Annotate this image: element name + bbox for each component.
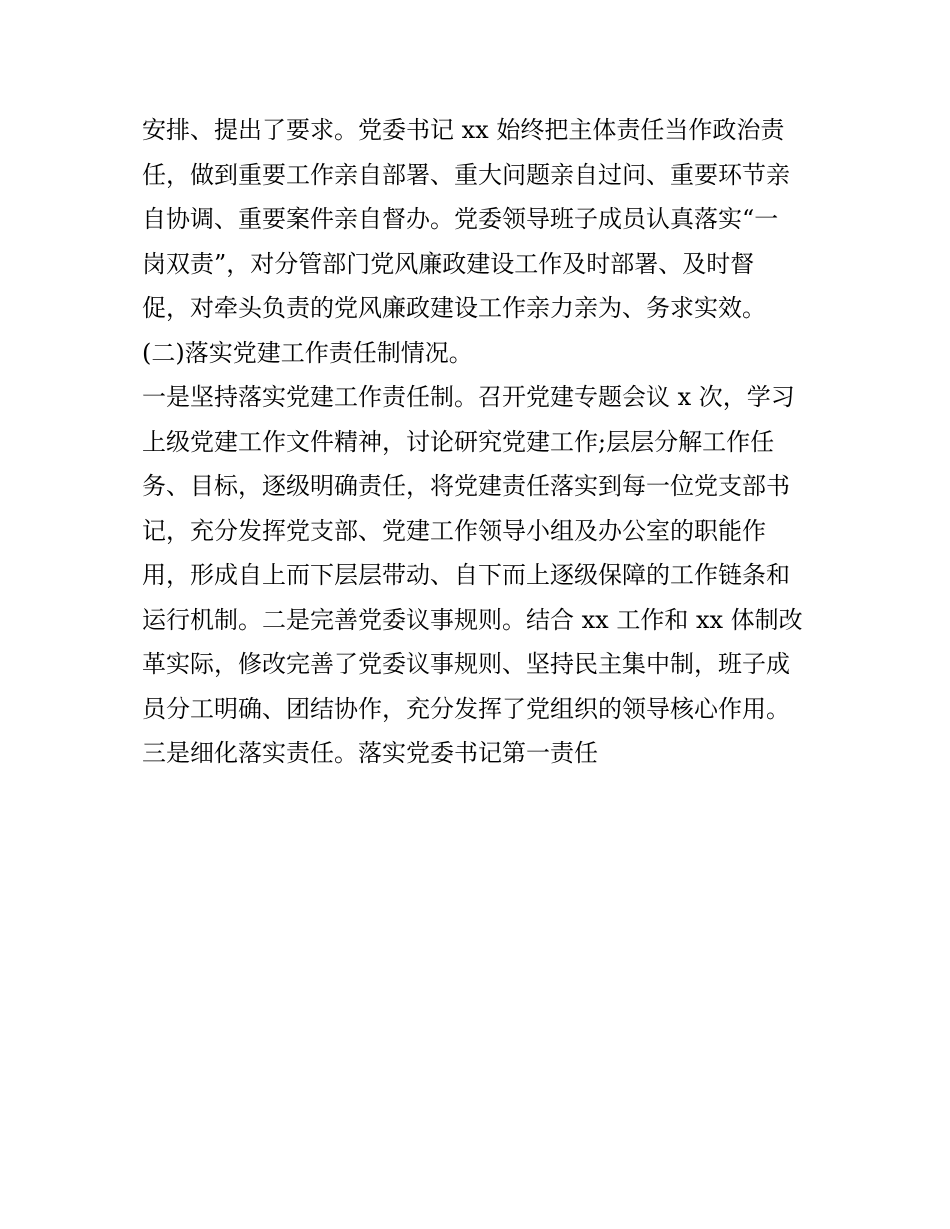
section-heading: (二)落实党建工作责任制情况。: [142, 338, 473, 367]
text-line: 一是坚持落实党建工作责任制。召开党建专题会议 x 次，学习: [142, 383, 795, 411]
text-line: 务、目标，逐级明确责任，将党建责任落实到每一位党支部书: [142, 472, 790, 500]
text-line: 三是细化落实责任。落实党委书记第一责任: [142, 739, 598, 767]
text-line: 运行机制。二是完善党委议事规则。结合 xx 工作和 xx 体制改: [142, 605, 803, 634]
text-line: 员分工明确、团结协作，充分发挥了党组织的领导核心作用。: [142, 694, 790, 723]
text-line: 用，形成自上而下层层带动、自下而上逐级保障的工作链条和: [142, 561, 790, 589]
text-line: 记，充分发挥党支部、党建工作领导小组及办公室的职能作: [142, 516, 766, 545]
text-line: 革实际，修改完善了党委议事规则、坚持民主集中制，班子成: [142, 650, 790, 678]
text-line: 岗双责”，对分管部门党风廉政建设工作及时部署、及时督: [142, 249, 755, 278]
text-line: 安排、提出了要求。党委书记 xx 始终把主体责任当作政治责: [142, 116, 785, 144]
text-line: 任，做到重要工作亲自部署、重大问题亲自过问、重要环节亲: [142, 160, 790, 189]
body-text: [142, 108, 822, 776]
text-line: 上级党建工作文件精神，讨论研究党建工作;层层分解工作任: [142, 427, 775, 456]
text-line: 促，对牵头负责的党风廉政建设工作亲力亲为、务求实效。: [142, 294, 766, 322]
text-line: 自协调、重要案件亲自督办。党委领导班子成员认真落实“一: [142, 205, 779, 233]
